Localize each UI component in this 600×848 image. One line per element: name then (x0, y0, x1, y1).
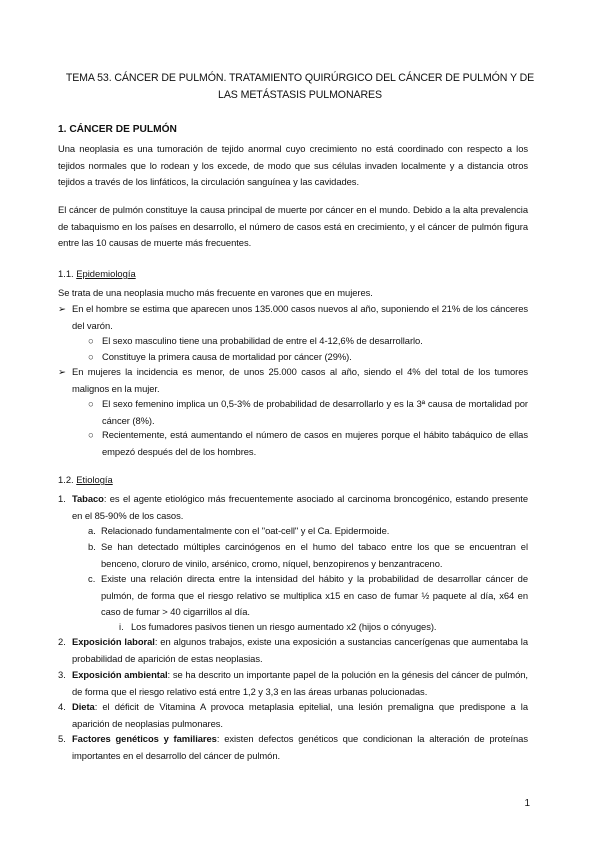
list-letter: c. (88, 573, 96, 584)
item-factores-geneticos (72, 731, 528, 764)
item-text: : el déficit de Vitamina A provoca metaplasia epitelial, una lesión premaligna que predispone a la aparición de neoplasias pulmonares. (72, 701, 528, 729)
subsection-title: Epidemiología (76, 268, 136, 279)
list-number: 5. (58, 733, 66, 744)
subsubitem-fumadores-pasivos: Los fumadores pasivos tienen un riesgo aumentado x2 (hijos o cónyuges). (131, 621, 437, 632)
subbullet-sexo-femenino: El sexo femenino implica un 0,5-3% de probabilidad de desarrollarlo y es la 3ª causa de mortalidad por cáncer (8%). (102, 398, 528, 426)
page-title (50, 70, 550, 104)
arrow-bullet-icon: ➢ (58, 366, 66, 377)
circle-bullet-icon: ○ (88, 351, 94, 362)
circle-bullet-icon: ○ (88, 429, 94, 440)
list-letter: a. (88, 525, 96, 536)
subsection-title: Etiología (76, 474, 113, 485)
item-tabaco (72, 491, 528, 524)
item-label: Exposición laboral (72, 636, 155, 647)
circle-bullet-icon: ○ (88, 335, 94, 346)
title-line-2: LAS METÁSTASIS PULMONARES (218, 89, 382, 101)
item-text: : en algunos trabajos, existe una exposición a sustancias cancerígenas que aumentaba la probabilidad de aparición de estas neoplasias. (72, 636, 528, 664)
item-dieta (72, 699, 528, 732)
subbullet-primera-causa: Constituye la primera causa de mortalidad por cáncer (29%). (102, 351, 352, 362)
item-label: Exposición ambiental (72, 669, 168, 680)
subsection-number: 1.2. (58, 474, 74, 485)
section-heading-cancer-pulmon: 1. CÁNCER DE PULMÓN (58, 124, 177, 135)
list-number: 1. (58, 493, 66, 504)
subsection-number: 1.1. (58, 268, 74, 279)
item-label: Tabaco (72, 493, 104, 504)
list-number: 4. (58, 701, 66, 712)
subitem-oat-cell: Relacionado fundamentalmente con el "oat-cell" y el Ca. Epidermoide. (101, 525, 390, 536)
page-number: 1 (524, 798, 530, 809)
item-label: Factores genéticos y familiares (72, 733, 217, 744)
epidemiologia-intro: Se trata de una neoplasia mucho más frecuente en varones que en mujeres. (58, 287, 373, 298)
item-label: Dieta (72, 701, 95, 712)
list-number: 3. (58, 669, 66, 680)
subitem-relacion-directa: Existe una relación directa entre la intensidad del hábito y la probabilidad de desarrollar cáncer de pulmón, de forma que el riesgo relativo se multiplica x15 en caso de fumar ½ paquete al día, x64 en caso de fumar > 40 cigarrillos al día. (101, 573, 528, 618)
item-text: : es el agente etiológico más frecuentemente asociado al carcinoma broncogénico, estando presente en el 85-90% de los casos. (72, 493, 528, 521)
item-exposicion-ambiental (72, 667, 528, 700)
circle-bullet-icon: ○ (88, 398, 94, 409)
paragraph-neoplasia: Una neoplasia es una tumoración de tejido anormal cuyo crecimiento no está coordinado con respecto a los tejidos normales que lo rodean y los excede, de modo que sus células invaden localmente y a distancia otros tejidos a través de los linfáticos, la circulación sanguínea y las cavidades. (58, 143, 528, 188)
arrow-bullet-icon: ➢ (58, 303, 66, 314)
title-line-1: TEMA 53. CÁNCER DE PULMÓN. TRATAMIENTO QUIRÚRGICO DEL CÁNCER DE PULMÓN Y DE (65, 72, 535, 84)
list-number: 2. (58, 636, 66, 647)
subbullet-sexo-masculino: El sexo masculino tiene una probabilidad de entre el 4-12,6% de desarrollarlo. (102, 335, 423, 346)
subsection-heading-etiologia (58, 474, 113, 485)
subitem-carcinogenos: Se han detectado múltiples carcinógenos en el humo del tabaco entre los que se encuentran el benceno, cloruro de vinilo, arsénico, cromo, níquel, benzopirenos y benzantraceno. (101, 541, 528, 569)
bullet-hombre: En el hombre se estima que aparecen unos 135.000 casos nuevos al año, suponiendo el 21% de los cánceres del varón. (72, 303, 528, 331)
list-roman: i. (119, 621, 124, 632)
item-text: : se ha descrito un importante papel de la polución en la génesis del cáncer de pulmón, de forma que el riesgo relativo está entre 1,2 y 3,3 en las áreas urbanas polucionadas. (72, 669, 528, 697)
bullet-mujeres: En mujeres la incidencia es menor, de unos 25.000 casos al año, siendo el 4% del total de los tumores malignos en la mujer. (72, 366, 528, 394)
list-letter: b. (88, 541, 96, 552)
item-text: : existen defectos genéticos que condicionan la alteración de proteínas importantes en el desarrollo del cáncer de pulmón. (72, 733, 528, 761)
item-exposicion-laboral (72, 634, 528, 667)
paragraph-causa-principal: El cáncer de pulmón constituye la causa principal de muerte por cáncer en el mundo. Debido a la alta prevalencia de tabaquismo en los países en desarrollo, el número de casos está en crecimiento, y el cáncer de pulmón figura entre las 10 causas de muerte más frecuentes. (58, 204, 528, 249)
subbullet-recientemente: Recientemente, está aumentando el número de casos en mujeres porque el hábito tabáquico de ellas empezó después del de los hombres. (102, 429, 528, 457)
subsection-heading-epidemiologia (58, 268, 136, 279)
